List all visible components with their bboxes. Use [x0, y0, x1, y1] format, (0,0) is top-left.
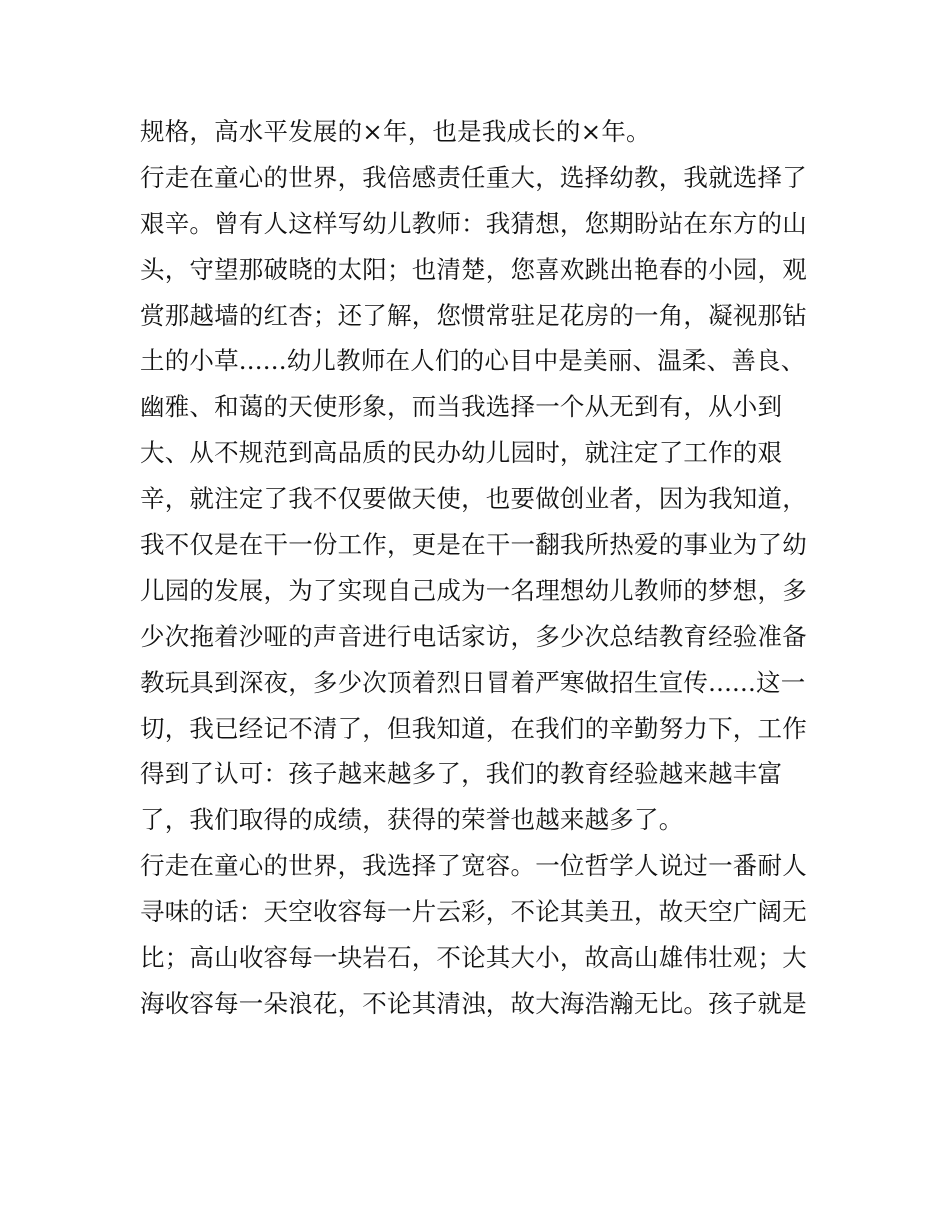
- text-line: 比；高山收容每一块岩石，不论其大小，故高山雄伟壮观；大: [140, 943, 807, 973]
- text-line: 土的小草......幼儿教师在人们的心目中是美丽、温柔、善良、: [140, 346, 806, 376]
- text-line: 行走在童心的世界，我倍感责任重大，选择幼教，我就选择了: [140, 162, 807, 192]
- text-line: 切，我已经记不清了，但我知道，在我们的辛勤努力下，工作: [140, 713, 807, 743]
- text-line: 辛，就注定了我不仅要做天使，也要做创业者，因为我知道，: [140, 484, 807, 514]
- text-line: 少次拖着沙哑的声音进行电话家访，多少次总结教育经验准备: [140, 621, 807, 651]
- text-line: 了，我们取得的成绩，获得的荣誉也越来越多了。: [140, 805, 684, 835]
- text-line: 寻味的话：天空收容每一片云彩，不论其美丑，故天空广阔无: [140, 897, 807, 927]
- text-line: 赏那越墙的红杏；还了解，您惯常驻足花房的一角，凝视那钻: [140, 300, 807, 330]
- text-line: 规格，高水平发展的×年，也是我成长的×年。: [140, 117, 651, 146]
- body-text: [140, 109, 820, 1027]
- text-line: 头，守望那破晓的太阳；也清楚，您喜欢跳出艳春的小园，观: [140, 254, 807, 284]
- text-line: 大、从不规范到高品质的民办幼儿园时，就注定了工作的艰: [140, 438, 783, 468]
- text-line: 行走在童心的世界，我选择了宽容。一位哲学人说过一番耐人: [140, 851, 807, 881]
- text-line: 教玩具到深夜，多少次顶着烈日冒着严寒做招生宣传......这一: [140, 667, 806, 697]
- text-line: 艰辛。曾有人这样写幼儿教师：我猜想，您期盼站在东方的山: [140, 208, 807, 238]
- text-line: 得到了认可：孩子越来越多了，我们的教育经验越来越丰富: [140, 759, 783, 789]
- text-line: 儿园的发展，为了实现自己成为一名理想幼儿教师的梦想，多: [140, 575, 807, 605]
- text-line: 我不仅是在干一份工作，更是在干一翻我所热爱的事业为了幼: [140, 530, 807, 560]
- text-line: 幽雅、和蔼的天使形象，而当我选择一个从无到有，从小到: [140, 392, 783, 422]
- text-line: 海收容每一朵浪花，不论其清浊，故大海浩瀚无比。孩子就是: [140, 988, 807, 1018]
